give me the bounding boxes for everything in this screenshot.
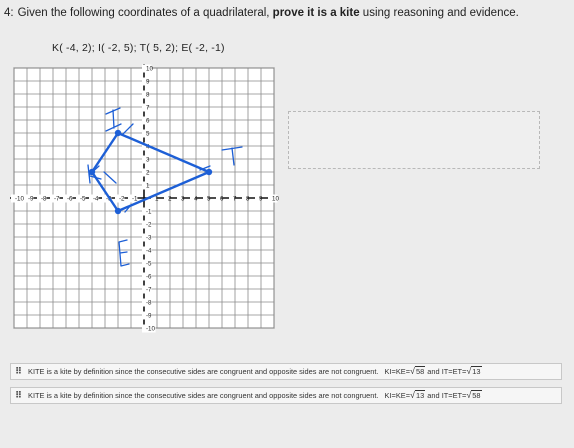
radicand: 13 <box>415 391 425 400</box>
y-tick-label: -8 <box>146 299 152 307</box>
y-tick-label: -4 <box>146 247 152 255</box>
x-tick-label: -7 <box>54 195 60 203</box>
x-tick-label: -10 <box>15 195 24 203</box>
x-tick-label: 9 <box>259 195 263 203</box>
x-tick-label: 7 <box>233 195 237 203</box>
y-tick-label: 4 <box>146 143 150 151</box>
radicand: 58 <box>415 367 425 376</box>
equation-2 <box>442 391 482 400</box>
question-text-end: using reasoning and evidence. <box>359 7 519 19</box>
conjunction: and <box>427 391 440 400</box>
x-tick-label: 6 <box>220 195 224 203</box>
y-tick-label: -2 <box>146 221 152 229</box>
drag-handle-icon[interactable]: ⠿ <box>15 366 23 376</box>
answer-option-1[interactable] <box>10 363 562 380</box>
x-tick-label: 5 <box>207 195 211 203</box>
y-tick-label: 3 <box>146 156 150 164</box>
y-tick-label: 1 <box>146 182 150 190</box>
drag-handle-icon[interactable]: ⠿ <box>15 390 23 400</box>
y-tick-label: -5 <box>146 260 152 268</box>
sqrt-symbol: √58 <box>466 390 481 400</box>
answer-text: KITE is a kite by definition since the consecutive sides are congruent and opposite sides are not congruent. <box>28 367 379 376</box>
y-tick-label: -6 <box>146 273 152 281</box>
coordinates-list: K( -4, 2); I( -2, 5); T( 5, 2); E( -2, -1) <box>52 42 225 54</box>
answer-drop-zone[interactable] <box>288 111 540 169</box>
y-tick-label: -7 <box>146 286 152 294</box>
y-tick-label: 10 <box>146 65 153 73</box>
y-tick-label: 7 <box>146 104 150 112</box>
equation-prefix: IT=ET= <box>441 391 467 400</box>
answer-option-2[interactable] <box>10 387 562 404</box>
question-number: 4: <box>4 7 14 19</box>
radicand: 13 <box>472 367 481 376</box>
x-tick-label: -5 <box>80 195 86 203</box>
x-tick-label: 2 <box>168 195 172 203</box>
vertex-e <box>115 208 121 214</box>
x-tick-label: -1 <box>132 195 138 203</box>
sqrt-symbol: √13 <box>410 390 425 400</box>
x-tick-label: 1 <box>155 195 159 203</box>
y-tick-label: -10 <box>146 325 155 333</box>
y-tick-label: -1 <box>146 208 152 216</box>
equation-1 <box>385 391 426 400</box>
y-tick-label: -3 <box>146 234 152 242</box>
x-tick-label: -3 <box>106 195 112 203</box>
x-tick-label: -2 <box>119 195 125 203</box>
question-text-start: Given the following coordinates of a quadrilateral, <box>17 7 273 19</box>
x-tick-label: -8 <box>41 195 47 203</box>
equation-prefix: KI=KE= <box>384 367 411 376</box>
x-tick-label: -4 <box>93 195 99 203</box>
x-tick-label: 8 <box>246 195 250 203</box>
y-tick-label: 9 <box>146 78 150 86</box>
y-tick-label: -9 <box>146 312 152 320</box>
equation-1 <box>385 367 426 376</box>
x-tick-label: -9 <box>28 195 34 203</box>
x-tick-label: -6 <box>67 195 73 203</box>
equation-prefix: KI=KE= <box>384 391 411 400</box>
x-tick-label: 3 <box>181 195 185 203</box>
equation-2 <box>442 367 482 376</box>
radicand: 58 <box>472 391 481 400</box>
sqrt-symbol: √13 <box>466 366 481 376</box>
y-tick-label: 2 <box>146 169 150 177</box>
sqrt-symbol: √58 <box>410 366 425 376</box>
vertex-t <box>206 169 212 175</box>
x-tick-label: 10 <box>272 195 279 203</box>
equation-prefix: IT=ET= <box>441 367 467 376</box>
y-tick-label: 6 <box>146 117 150 125</box>
y-tick-label: 8 <box>146 91 150 99</box>
conjunction: and <box>427 367 440 376</box>
question-bold-text: prove it is a kite <box>272 7 360 19</box>
x-tick-label: 4 <box>194 195 198 203</box>
answer-text: KITE is a kite by definition since the consecutive sides are congruent and opposite sides are not congruent. <box>28 391 379 400</box>
y-tick-label: 5 <box>146 130 150 138</box>
vertex-i <box>115 130 121 136</box>
